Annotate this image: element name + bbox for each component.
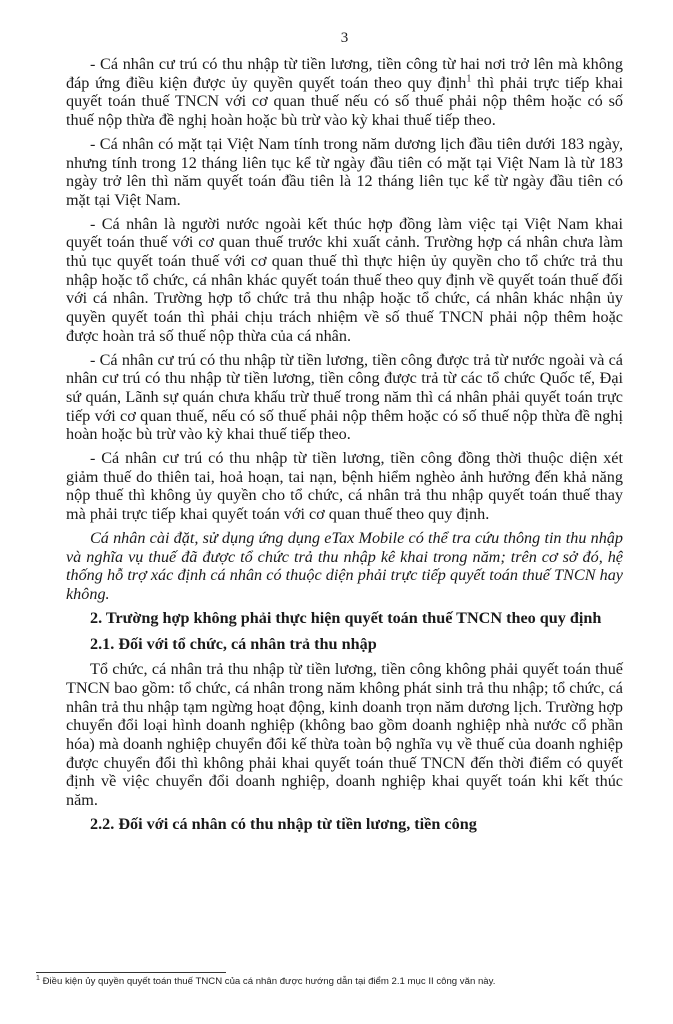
footnote <box>36 976 636 988</box>
paragraph-text: - Cá nhân cư trú có thu nhập từ tiền lương, tiền công từ hai nơi trở lên mà không đáp ứng điều kiện được ủy quyền quyết toán theo quy định <box>66 55 623 92</box>
page-number: 3 <box>340 30 349 46</box>
footnote-mark: 1 <box>36 974 40 982</box>
section-2-heading: 2. Trường hợp không phải thực hiện quyết toán thuế TNCN theo quy định <box>90 608 602 627</box>
italic-etax-note: Cá nhân cài đặt, sử dụng ứng dụng eTax Mobile có thể tra cứu thông tin thu nhập và nghĩa vụ thuế đã được tổ chức trả thu nhập kê khai trong năm; trên cơ sở đó, hệ thống hỗ trợ xác định cá nhân có thuộc diện phải trực tiếp quyết toán thuế TNCN hay không. <box>66 528 623 603</box>
paragraph-two-income-sources <box>66 55 623 130</box>
section-2-2-heading: 2.2. Đối với cá nhân có thu nhập từ tiền lương, tiền công <box>90 814 477 833</box>
footnote-reference: 1 <box>466 73 472 85</box>
paragraph-foreigner-contract-end: - Cá nhân là người nước ngoài kết thúc hợp đồng làm việc tại Việt Nam khai quyết toán thuế với cơ quan thuế trước khi xuất cảnh. Trường hợp cá nhân chưa làm thủ tục quyết toán thuế với cơ quan thuế thì thực hiện ủy quyền cho tổ chức trả thu nhập hoặc tổ chức, cá nhân khác quyết toán thuế theo quy định về quyết toán thuế đối với cá nhân. Trường hợp tổ chức trả thu nhập hoặc tổ chức, cá nhân khác nhận ủy quyền quyết toán thì phải chịu trách nhiệm về số thuế TNCN phải nộp thêm hoặc được hoàn trả số thuế nộp thừa của cá nhân. <box>66 214 623 345</box>
paragraph-foreign-paid-income: - Cá nhân cư trú có thu nhập từ tiền lương, tiền công được trả từ nước ngoài và cá nhân cư trú có thu nhập từ tiền lương, tiền công được trả từ các tổ chức Quốc tế, Đại sứ quán, Lãnh sự quán chưa khấu trừ thuế trong năm thì cá nhân phải quyết toán trực tiếp với cơ quan thuế, nếu có số thuế phải nộp thêm hoặc có số thuế nộp thừa đề nghị hoàn hoặc bù trừ vào kỳ khai thuế tiếp theo. <box>66 350 623 444</box>
footnote-text: Điều kiện ủy quyền quyết toán thuế TNCN của cá nhân được hướng dẫn tại điểm 2.1 mục II công văn này. <box>39 976 496 987</box>
paragraph-text: thì phải trực tiếp khai quyết toán thuế TNCN với cơ quan thuế nếu có số thuế phải nộp thêm hoặc có số thuế nộp thừa đề nghị hoàn hoặc bù trừ vào kỳ khai thuế tiếp theo. <box>66 73 623 130</box>
paragraph-tax-reduction: - Cá nhân cư trú có thu nhập từ tiền lương, tiền công đồng thời thuộc diện xét giảm thuế do thiên tai, hoả hoạn, tai nạn, bệnh hiểm nghèo ảnh hưởng đến khả năng nộp thuế thì không ủy quyền cho tổ chức, cá nhân trả thu nhập quyết toán thuế thay mà phải trực tiếp khai quyết toán với cơ quan thuế theo quy định. <box>66 449 623 524</box>
paragraph-first-year-presence: - Cá nhân có mặt tại Việt Nam tính trong năm dương lịch đầu tiên dưới 183 ngày, nhưng tính trong 12 tháng liên tục kể từ ngày đầu tiên có mặt tại Việt Nam là từ 183 ngày trở lên thì năm quyết toán đầu tiên là 12 tháng liên tục kể từ ngày đầu tiên có mặt tại Việt Nam. <box>66 134 623 209</box>
section-2-1-paragraph: Tổ chức, cá nhân trả thu nhập từ tiền lương, tiền công không phải quyết toán thuế TNCN bao gồm: tổ chức, cá nhân trong năm không phát sinh trả thu nhập; tổ chức, cá nhân trả thu nhập tạm ngừng hoạt động, kinh doanh trọn năm dương lịch. Trường hợp chuyển đổi loại hình doanh nghiệp (không bao gồm doanh nghiệp nhà nước cổ phần hóa) mà doanh nghiệp chuyển đổi kế thừa toàn bộ nghĩa vụ về thuế của doanh nghiệp được chuyển đổi thì không phải khai quyết toán thuế TNCN đến thời điểm có quyết định về việc chuyển đổi doanh nghiệp, doanh nghiệp khai quyết toán khi kết thúc năm. <box>66 660 623 810</box>
section-2-1-heading: 2.1. Đối với tổ chức, cá nhân trả thu nhập <box>90 635 377 654</box>
footnote-divider <box>36 972 226 973</box>
